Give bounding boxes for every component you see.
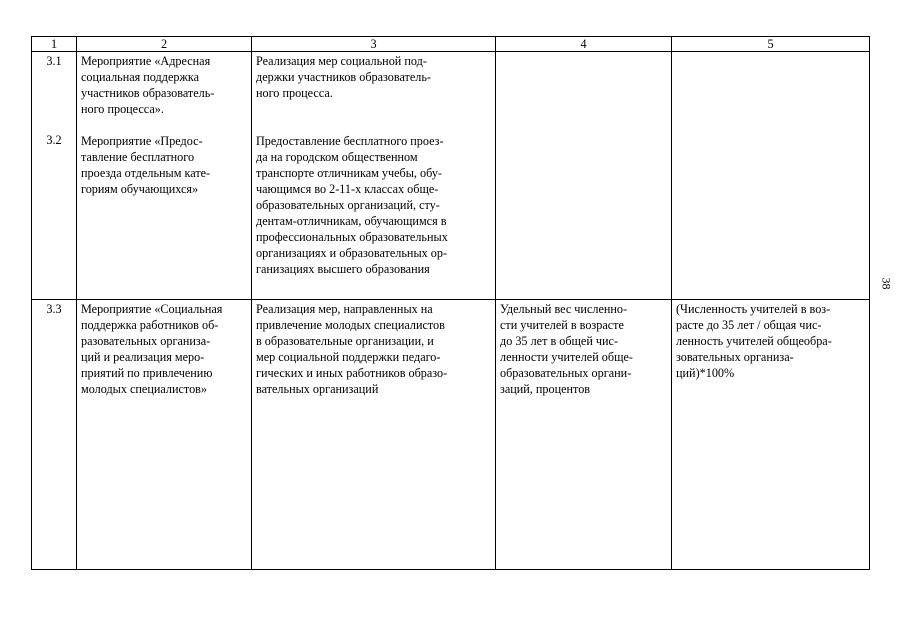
measure-description: Предоставление бесплатного проез- да на городском общественном транспорте отличникам учебы, обу- чающимся во 2-11-х классах обще- образовательных организаций, сту- дентам-отличникам, обучающимся в профессиональных образовательных организациях и образовательных ор- ганизациях высшего образования xyxy=(256,134,448,276)
header-col-1: 1 xyxy=(32,37,77,52)
measure-description: Реализация мер социальной под- держки участников образователь- ного процесса. xyxy=(256,54,431,100)
table-row xyxy=(32,52,870,300)
table-header-row xyxy=(32,37,870,52)
page-number: 38 xyxy=(879,277,894,290)
row-number: 3.2 xyxy=(46,133,62,147)
header-col-4: 4 xyxy=(496,37,672,52)
measure-name: Мероприятие «Адресная социальная поддержка участников образователь- ного процесса». xyxy=(81,54,215,116)
program-measures-table xyxy=(31,36,870,570)
row-number-cell xyxy=(32,52,77,300)
row-number-cell xyxy=(32,300,77,570)
row-number: 3.1 xyxy=(46,54,62,68)
header-col-3: 3 xyxy=(252,37,496,52)
measure-name-cell xyxy=(77,300,252,570)
indicator-cell xyxy=(496,300,672,570)
table-row xyxy=(32,300,870,570)
indicator-cell xyxy=(496,52,672,300)
indicator-text: Удельный вес численно- сти учителей в возрасте до 35 лет в общей чис- ленности учителей обще- образовательных органи- заций, процентов xyxy=(500,302,633,396)
formula-cell xyxy=(672,300,870,570)
measure-description-cell xyxy=(252,52,496,300)
formula-text: (Численность учителей в воз- расте до 35 лет / общая чис- ленность учителей общеобра- зовательных организа- ций)*100% xyxy=(676,302,832,380)
measure-description: Реализация мер, направленных на привлечение молодых специалистов в образовательные организации, и мер социальной поддержки педаго- гических и иных работников образо- вательных организаций xyxy=(256,302,448,396)
header-col-2: 2 xyxy=(77,37,252,52)
measure-name-cell xyxy=(77,52,252,300)
measure-name: Мероприятие «Предос- тавление бесплатного проезда отдельным кате- гориям обучающихся» xyxy=(81,134,211,196)
header-col-5: 5 xyxy=(672,37,870,52)
measure-name: Мероприятие «Социальная поддержка работников об- разовательных организа- ций и реализация меро- приятий по привлечению молодых специалистов» xyxy=(81,302,223,396)
formula-cell xyxy=(672,52,870,300)
measure-description-cell xyxy=(252,300,496,570)
row-number: 3.3 xyxy=(46,302,62,316)
